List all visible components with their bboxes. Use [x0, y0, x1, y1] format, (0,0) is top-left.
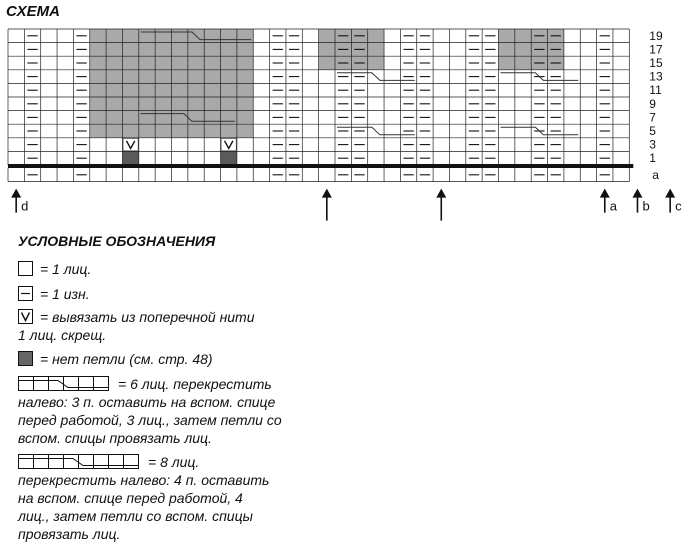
v-stitch-symbol — [18, 309, 34, 325]
arrow-head — [322, 189, 332, 198]
legend-text: = нет петли (см. стр. 48) — [40, 351, 213, 367]
arrow-head — [665, 189, 675, 198]
legend-text: лиц., затем петли со вспом. спицы — [18, 508, 253, 524]
knitting-chart — [0, 0, 689, 230]
legend-text: = 8 лиц. — [148, 454, 200, 470]
cable-8-symbol — [18, 454, 142, 470]
arrow-label: d — [21, 198, 29, 214]
row-label: 11 — [649, 83, 662, 98]
separator-line — [8, 164, 633, 168]
row-label: 13 — [649, 69, 663, 84]
cable-mark — [337, 73, 415, 81]
cable-mark — [501, 73, 579, 81]
legend-text: провязать лиц. — [18, 526, 121, 542]
legend-text: = 1 изн. — [40, 286, 90, 302]
row-label-a: a — [652, 167, 659, 182]
arrow-label: a — [609, 198, 618, 214]
row-label: 17 — [649, 42, 663, 57]
legend-text: 1 лиц. скрещ. — [18, 327, 107, 343]
legend-title: УСЛОВНЫЕ ОБОЗНАЧЕНИЯ — [18, 233, 216, 249]
row-label: 9 — [649, 96, 656, 111]
knit-symbol — [18, 261, 34, 277]
arrow-label: b — [642, 198, 650, 214]
row-label: 1 — [649, 151, 656, 166]
legend-text: перекрестить налево: 4 п. оставить — [18, 472, 270, 488]
legend-text: = 6 лиц. перекрестить — [118, 376, 272, 392]
legend-text: перед работой, 3 лиц., затем петли со — [18, 412, 282, 428]
row-label: 15 — [649, 56, 663, 70]
arrow-head — [436, 189, 446, 198]
cable-mark — [337, 127, 415, 135]
row-label: 19 — [649, 28, 663, 43]
cable-6-symbol — [18, 376, 112, 392]
legend-text: = 1 лиц. — [40, 261, 92, 277]
purl-symbol — [18, 286, 34, 302]
arrow-label: c — [675, 198, 682, 214]
gray-area — [90, 29, 139, 43]
no-stitch-symbol — [18, 351, 34, 367]
legend-text: вспом. спицы провязать лиц. — [18, 430, 212, 446]
arrow-head — [11, 189, 21, 198]
chart-title: СХЕМА — [6, 3, 60, 20]
legend-text: на вспом. спице перед работой, 4 — [18, 490, 243, 506]
legend-text: налево: 3 п. оставить на вспом. спице — [18, 394, 276, 410]
arrow-head — [600, 189, 610, 198]
arrow-head — [632, 189, 642, 198]
cable-mark — [501, 127, 579, 135]
row-label: 5 — [649, 124, 656, 138]
legend-text: = вывязать из поперечной нити — [40, 309, 255, 325]
row-label: 3 — [649, 137, 656, 152]
row-label: 7 — [649, 110, 656, 125]
